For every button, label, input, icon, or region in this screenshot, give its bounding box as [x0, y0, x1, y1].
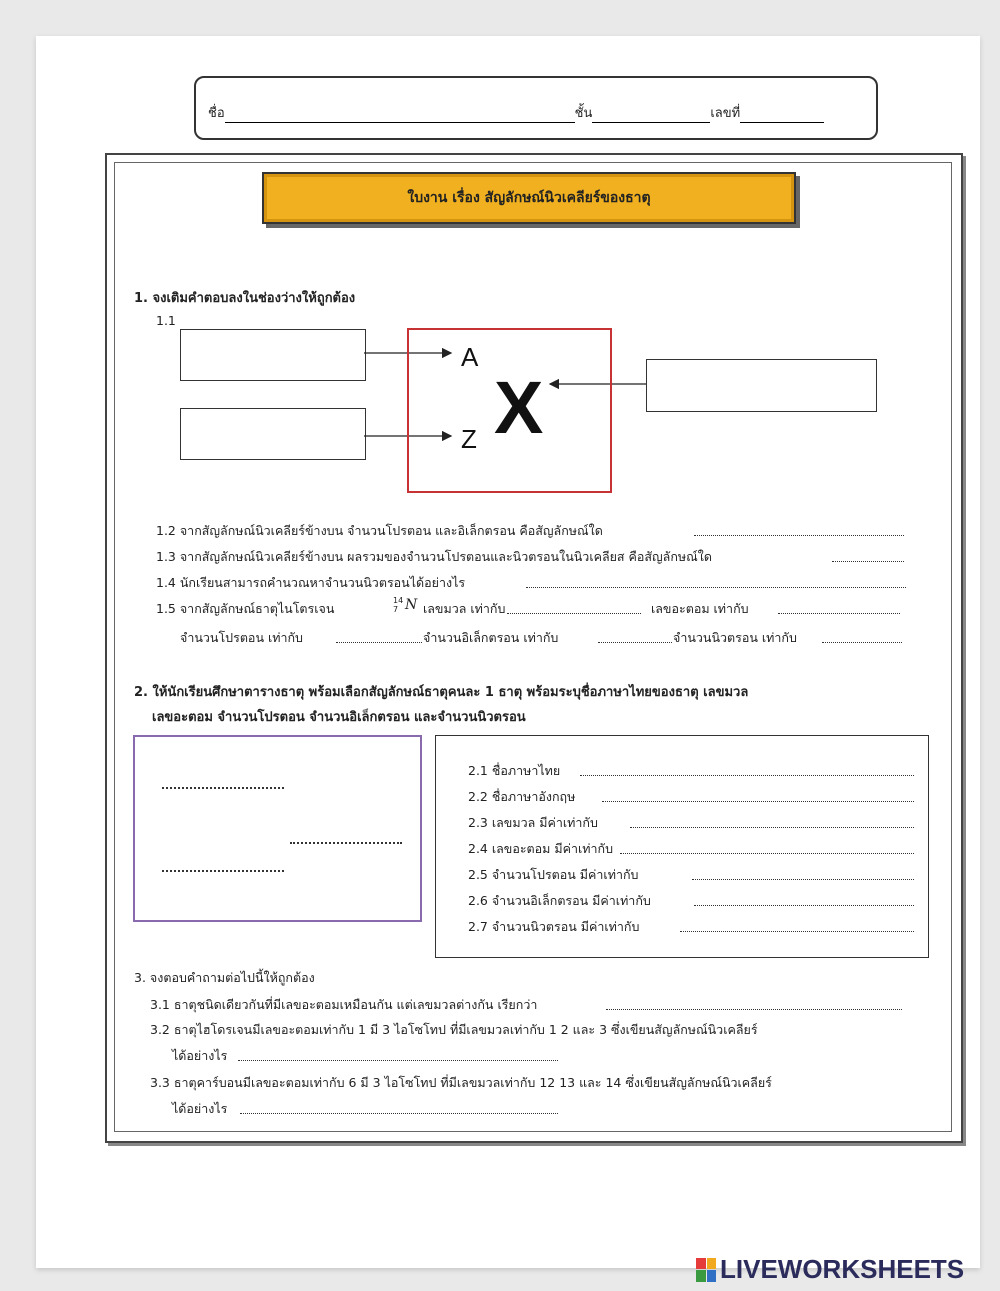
- element-atomic-blank[interactable]: [162, 870, 284, 872]
- detail-item-label: 2.7 จำนวนนิวตรอน มีค่าเท่ากับ: [468, 919, 640, 934]
- element-symbol-draw-box: [133, 735, 422, 922]
- question-3-2-line2: ได้อย่างไร: [172, 1048, 228, 1063]
- element-mass-blank[interactable]: [162, 787, 284, 789]
- detail-item-label: 2.4 เลขอะตอม มีค่าเท่ากับ: [468, 841, 614, 856]
- answer-1-4[interactable]: [526, 587, 906, 588]
- mass-number-symbol: A: [461, 342, 479, 372]
- liveworksheets-logo: [696, 1254, 964, 1285]
- section2-heading-line2: เลขอะตอม จำนวนโปรตอน จำนวนอิเล็กตรอน และจำนวนนิวตรอน: [152, 710, 526, 725]
- detail-item-answer[interactable]: [602, 801, 914, 802]
- section1-heading: 1. จงเติมคำตอบลงในช่องว่างให้ถูกต้อง: [134, 291, 356, 306]
- answer-3-3[interactable]: [240, 1113, 558, 1114]
- detail-item-label: 2.3 เลขมวล มีค่าเท่ากับ: [468, 815, 598, 830]
- element-symbol-blank[interactable]: [290, 842, 402, 844]
- detail-item-label: 2.5 จำนวนโปรตอน มีค่าเท่ากับ: [468, 867, 639, 882]
- atomic-number-symbol: Z: [461, 424, 477, 454]
- answer-1-3[interactable]: [832, 561, 904, 562]
- detail-item-label: 2.2 ชื่อภาษาอังกฤษ: [468, 789, 576, 804]
- number-label: เลขที่: [710, 106, 741, 121]
- item-1-1-label: 1.1: [156, 313, 176, 328]
- question-1-3: 1.3 จากสัญลักษณ์นิวเคลียร์ข้างบน ผลรวมของจำนวนโปรตอนและนิวตรอนในนิวเคลียส คือสัญลักษณ์ใด: [156, 549, 712, 564]
- logo-icon: [696, 1258, 716, 1282]
- answer-1-5-neutron[interactable]: [822, 642, 902, 643]
- answer-1-5-electron[interactable]: [598, 642, 672, 643]
- answer-1-5-atomic[interactable]: [778, 613, 900, 614]
- q1-5-mass-label: เลขมวล เท่ากับ: [423, 601, 506, 616]
- detail-item-answer[interactable]: [630, 827, 914, 828]
- name-label: ชื่อ: [208, 106, 225, 121]
- answer-1-2[interactable]: [694, 535, 904, 536]
- section3-heading: 3. จงตอบคำถามต่อไปนี้ให้ถูกต้อง: [134, 970, 315, 985]
- logo-wordmark: LIVEWORKSHEETS: [720, 1254, 965, 1284]
- question-3-3-line1: 3.3 ธาตุคาร์บอนมีเลขอะตอมเท่ากับ 6 มี 3 ไอโซโทป ที่มีเลขมวลเท่ากับ 12 13 และ 14 ซึ่งเขียนสัญลักษณ์นิวเคลียร์: [150, 1075, 772, 1090]
- answer-3-1[interactable]: [606, 1009, 902, 1010]
- q1-5-proton-label: จำนวนโปรตอน เท่ากับ: [180, 630, 303, 645]
- element-symbol: X: [494, 366, 544, 449]
- question-3-2-line1: 3.2 ธาตุไฮโดรเจนมีเลขอะตอมเท่ากับ 1 มี 3 ไอโซโทป ที่มีเลขมวลเท่ากับ 1 2 และ 3 ซึ่งเขียนสัญลักษณ์นิวเคลียร์: [150, 1022, 758, 1037]
- question-1-4: 1.4 นักเรียนสามารถคำนวณหาจำนวนนิวตรอนได้อย่างไร: [156, 575, 466, 590]
- answer-1-5-mass[interactable]: [507, 613, 641, 614]
- detail-item-answer[interactable]: [692, 879, 914, 880]
- answer-1-5-proton[interactable]: [336, 642, 422, 643]
- q1-5-neutron-label: จำนวนนิวตรอน เท่ากับ: [673, 630, 797, 645]
- answer-3-2[interactable]: [238, 1060, 558, 1061]
- question-1-5: 1.5 จากสัญลักษณ์ธาตุไนโตรเจน: [156, 601, 335, 616]
- detail-item-answer[interactable]: [694, 905, 914, 906]
- nitrogen-iso-numbers: 14 7: [393, 596, 404, 614]
- detail-item-label: 2.6 จำนวนอิเล็กตรอน มีค่าเท่ากับ: [468, 893, 651, 908]
- section2-heading-line1: 2. ให้นักเรียนศึกษาตารางธาตุ พร้อมเลือกสัญลักษณ์ธาตุคนละ 1 ธาตุ พร้อมระบุชื่อภาษาไทยของธาตุ เลขมวล: [134, 685, 749, 700]
- detail-item-answer[interactable]: [620, 853, 914, 854]
- detail-item-answer[interactable]: [680, 931, 914, 932]
- worksheet-title: ใบงาน เรื่อง สัญลักษณ์นิวเคลียร์ของธาตุ: [262, 172, 796, 224]
- class-label: ชั้น: [574, 106, 593, 121]
- question-3-3-line2: ได้อย่างไร: [172, 1101, 228, 1116]
- q1-5-electron-label: จำนวนอิเล็กตรอน เท่ากับ: [423, 630, 559, 645]
- nitrogen-symbol: N: [405, 597, 418, 613]
- question-3-1: 3.1 ธาตุชนิดเดียวกันที่มีเลขอะตอมเหมือนกัน แต่เลขมวลต่างกัน เรียกว่า: [150, 997, 538, 1012]
- q1-5-atomic-label: เลขอะตอม เท่ากับ: [651, 601, 749, 616]
- detail-item-answer[interactable]: [580, 775, 914, 776]
- question-1-2: 1.2 จากสัญลักษณ์นิวเคลียร์ข้างบน จำนวนโปรตอน และอิเล็กตรอน คือสัญลักษณ์ใด: [156, 523, 603, 538]
- detail-item-label: 2.1 ชื่อภาษาไทย: [468, 763, 561, 778]
